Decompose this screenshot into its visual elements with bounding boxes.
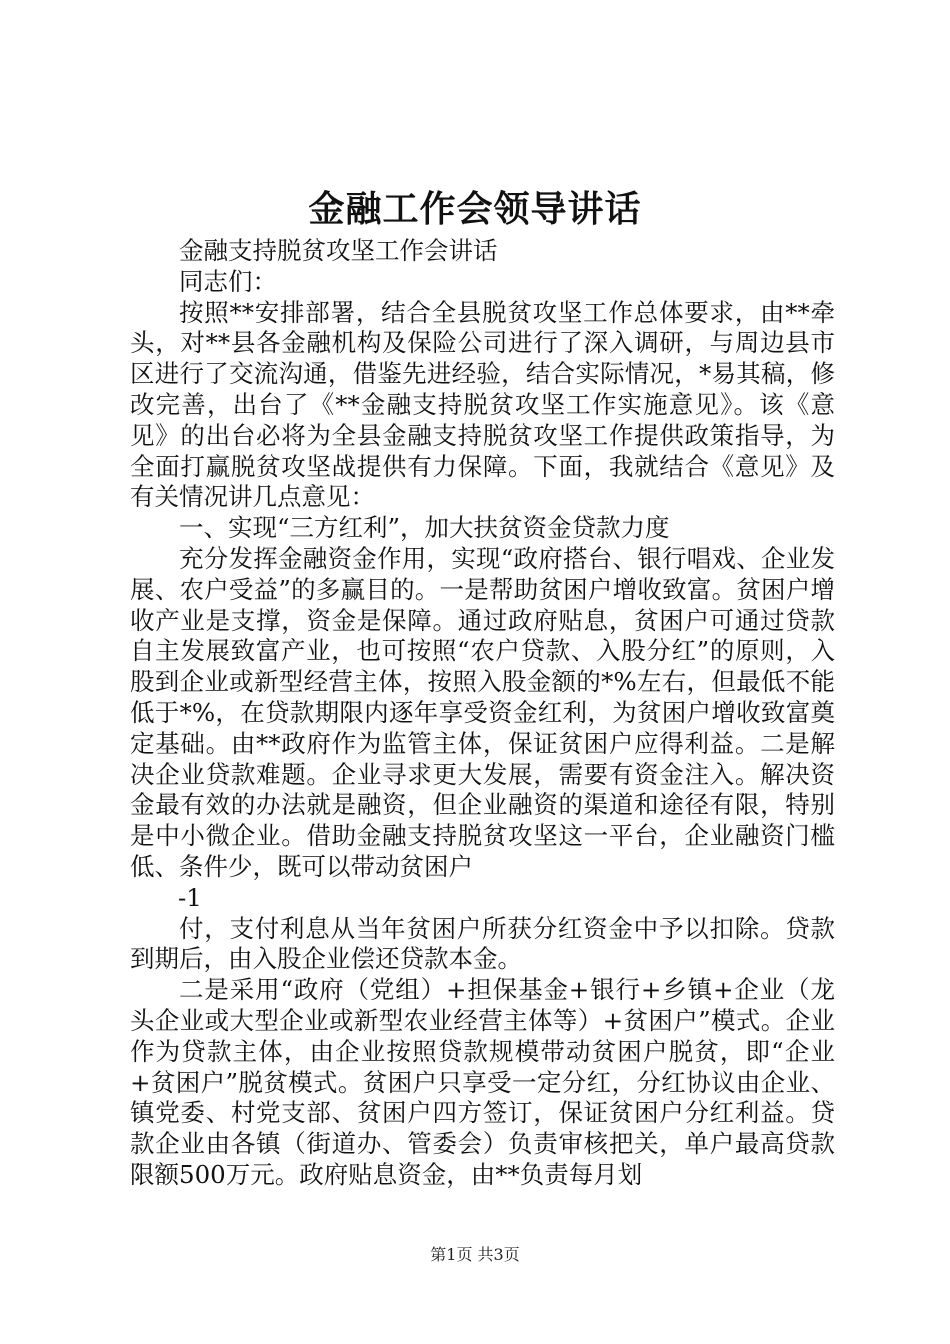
paragraph-section-1: 充分发挥金融资金作用，实现“政府搭台、银行唱戏、企业发展、农户受益”的多赢目的。一是帮助贫困户增收致富。贫困户增收产业是支撑，资金是保障。通过政府贴息，贫困户可通过贷款自主发展致富产业，也可按照“农户贷款、入股分红”的原则，入股到企业或新型经营主体，按照入股金额的*%左右，但最低不能低于*%，在贷款期限内逐年享受资金红利，为贫困户增收致富奠定基础。由**政府作为监管主体，保证贫困户应得利益。二是解决企业贷款难题。企业寻求更大发展，需要有资金注入。解决资金最有效的办法就是融资，但企业融资的渠道和途径有限，特别是中小微企业。借助金融支持脱贫攻坚这一平台，企业融资门槛低、条件少，既可以带动贫困户 <box>130 543 835 881</box>
document-body <box>130 236 835 1191</box>
document-title: 金融工作会领导讲话 <box>308 188 642 230</box>
paragraph-intro: 按照**安排部署，结合全县脱贫攻坚工作总体要求，由**牵头，对**县各金融机构及保险公司进行了深入调研，与周边县市区进行了交流沟通，借鉴先进经验，结合实际情况，*易其稿，修改完善，出台了《**金融支持脱贫攻坚工作实施意见》。该《意见》的出台必将为全县金融支持脱贫攻坚工作提供政策指导，为全面打赢脱贫攻坚战提供有力保障。下面，我就结合《意见》及有关情况讲几点意见： <box>130 297 835 512</box>
section-heading-1: 一、实现“三方红利”，加大扶贫资金贷款力度 <box>179 513 670 543</box>
subtitle: 金融支持脱贫攻坚工作会讲话 <box>179 236 498 265</box>
paragraph-continued: 付，支付利息从当年贫困户所获分红资金中予以扣除。贷款到期后，由入股企业偿还贷款本金。 <box>130 913 835 974</box>
page-footer: 第1页 共3页 <box>430 1245 520 1264</box>
salutation: 同志们： <box>179 266 277 296</box>
paragraph-model-2: 二是采用“政府（党组）+担保基金+银行+乡镇+企业（龙头企业或大型企业或新型农业经营主体等）+贫困户”模式。企业作为贷款主体，由企业按照贷款规模带动贫困户脱贫，即“企业+贫困户”脱贫模式。贫困户只享受一定分红，分红协议由企业、镇党委、村党支部、贫困户四方签订，保证贫困户分红利益。贷款企业由各镇（街道办、管委会）负责审核把关，单户最高贷款限额500万元。政府贴息资金，由**负责每月划 <box>130 975 835 1189</box>
page-marker: -1 <box>178 882 202 912</box>
